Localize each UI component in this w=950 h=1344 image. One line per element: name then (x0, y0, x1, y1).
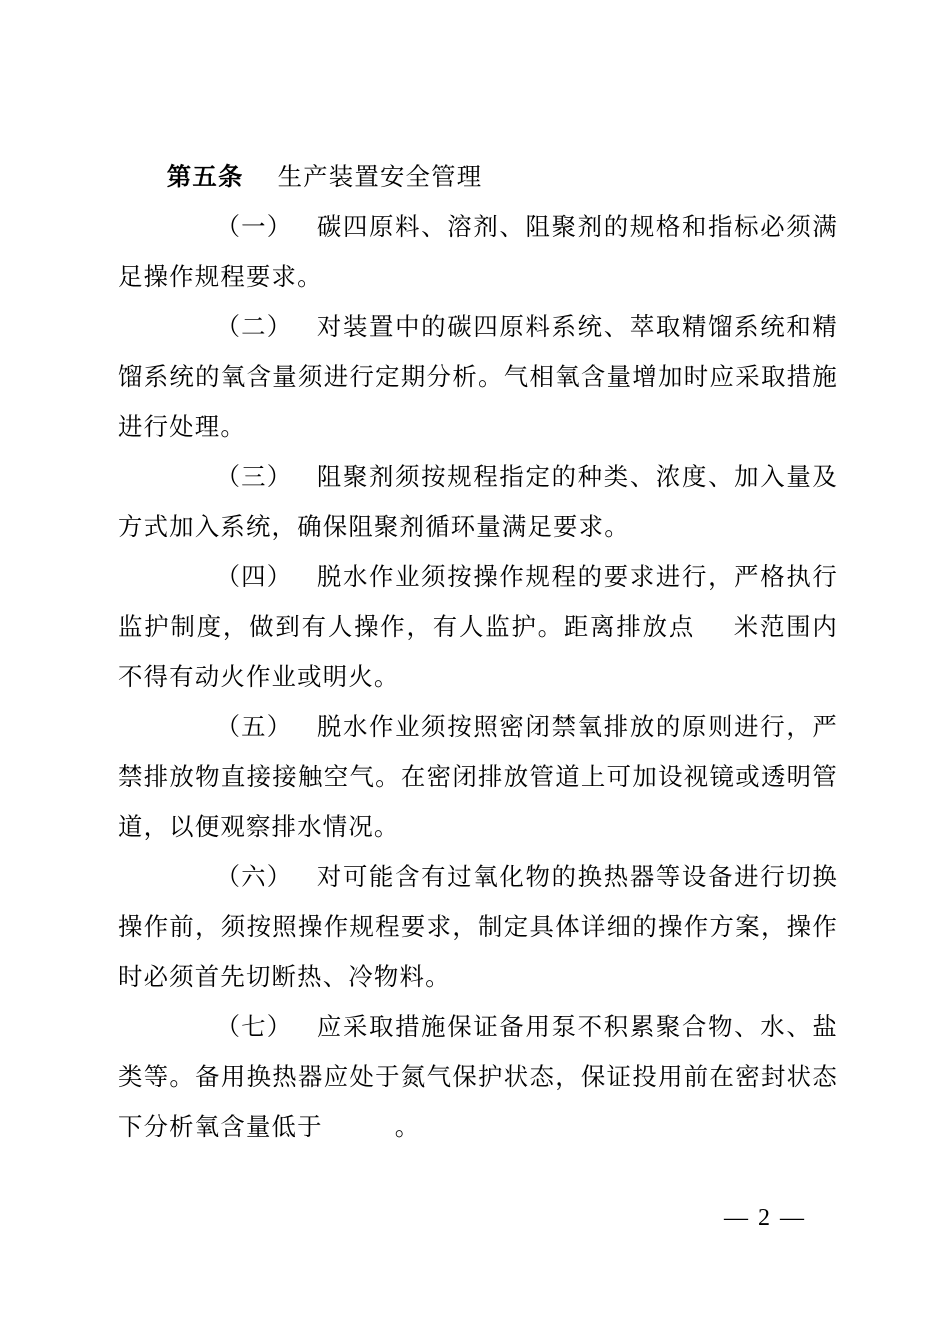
item-paragraph-2 (118, 302, 838, 452)
item-number: （六） (215, 862, 293, 891)
item-paragraph-3 (118, 452, 838, 552)
item-number: （七） (215, 1012, 293, 1041)
item-paragraph-4 (118, 552, 838, 702)
item-number: （四） (215, 562, 293, 591)
article-heading (118, 152, 838, 202)
item-text: 脱水作业须按操作规程的要求进行，严格执行监护制度，做到有人操作，有人监护。距离排放点 (118, 562, 838, 641)
item-text: 应采取措施保证备用泵不积累聚合物、水、盐类等。备用换热器应处于氮气保护状态，保证投用前在密封状态下分析氧含量低于 (118, 1012, 838, 1141)
item-paragraph-6 (118, 852, 838, 1002)
item-text: 对装置中的碳四原料系统、萃取精馏系统和精馏系统的氧含量须进行定期分析。气相氧含量增加时应采取措施进行处理。 (118, 312, 838, 441)
item-paragraph-1 (118, 202, 838, 302)
item-paragraph-7 (118, 1002, 838, 1152)
item-text: 脱水作业须按照密闭禁氧排放的原则进行，严禁排放物直接接触空气。在密闭排放管道上可加设视镜或透明管道，以便观察排水情况。 (118, 712, 838, 841)
item-number: （一） (215, 212, 293, 241)
item-text-continued: 米范围内不得有动火作业或明火。 (118, 612, 838, 691)
item-number: （三） (215, 462, 293, 491)
article-body (118, 152, 838, 1152)
item-number: （二） (215, 312, 293, 341)
item-text: 对可能含有过氧化物的换热器等设备进行切换操作前，须按照操作规程要求，制定具体详细的操作方案，操作时必须首先切断热、冷物料。 (118, 862, 838, 991)
item-text: 碳四原料、溶剂、阻聚剂的规格和指标必须满足操作规程要求。 (118, 212, 838, 291)
article-title: 生产装置安全管理 (277, 162, 483, 191)
article-label: 第五条 (166, 162, 244, 191)
item-paragraph-5 (118, 702, 838, 852)
item-number: （五） (215, 712, 293, 741)
item-text: 阻聚剂须按规程指定的种类、浓度、加入量及方式加入系统，确保阻聚剂循环量满足要求。 (118, 462, 838, 541)
page-number: — 2 — (724, 1205, 806, 1231)
item-text-continued: 。 (394, 1112, 421, 1141)
